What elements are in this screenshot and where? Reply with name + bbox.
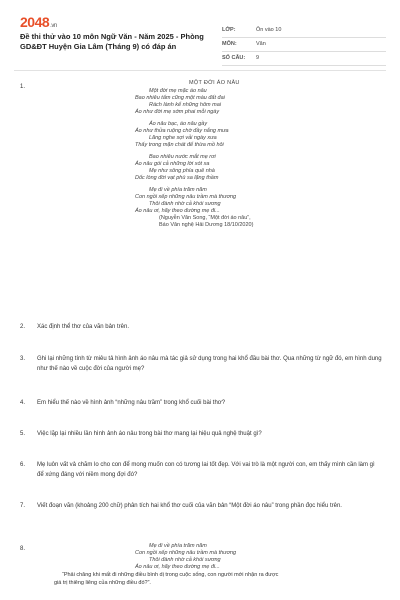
- poem-block: [135, 80, 253, 229]
- question-number: 7.: [20, 503, 26, 509]
- poem-source: (Nguyễn Văn Song, “Một đời áo nâu”,: [159, 215, 251, 221]
- poem-title: MỘT ĐỜI ÁO NÂU: [189, 80, 240, 86]
- quote-line: giá trị thiêng liêng của những điều đó?”.: [54, 580, 151, 586]
- poem-stanza: [135, 121, 253, 149]
- meta-key: LỚP:: [222, 23, 254, 37]
- meta-key: MÔN:: [222, 37, 254, 51]
- page-header: [0, 10, 400, 66]
- poem-stanza: [135, 154, 253, 182]
- poem-line: Mẹ như sông phía quê nhà: [149, 168, 215, 174]
- meta-row: [222, 51, 386, 65]
- question-number: 6.: [20, 462, 26, 468]
- poem-line: Bao nhiêu nước mắt mẹ rơi: [149, 154, 216, 160]
- poem-line: Mẹ đi về phía trăm năm: [149, 187, 207, 193]
- poem-line: Dốc lòng đời vạt phù sa lặng thầm: [135, 175, 219, 181]
- poem-line: Áo nâu bạc, áo nâu gầy: [149, 121, 208, 127]
- quote-line: “Phải chăng khi mất đi những điều bình dị trong cuộc sống, con người mới nhận ra được: [62, 572, 279, 578]
- poem-line: Thấy trong mặn chát để thừa mồ hôi: [135, 142, 224, 148]
- meta-value: Văn: [254, 37, 386, 51]
- header-divider: [14, 70, 386, 71]
- question-number: 2.: [20, 324, 26, 330]
- exam-title: Đề thi thử vào 10 môn Ngữ Văn - Năm 2025 - Phòng GD&ĐT Huyện Gia Lâm (Tháng 9) có đáp án: [20, 32, 204, 51]
- poem-line: Con ngồi xếp những nâu trầm mà thương: [135, 194, 237, 200]
- poem-line: Rách lành kể những hôm mai: [149, 102, 221, 108]
- question-number: 4.: [20, 400, 26, 406]
- poem-line: Áo nâu ơi, hãy theo đường mẹ đi...: [135, 208, 220, 214]
- meta-key: SỐ CÂU:: [222, 51, 254, 65]
- meta-row: [222, 23, 386, 37]
- poem-line: Áo như đời mẹ sớm phai mỗi ngày: [135, 109, 220, 115]
- poem-line: Thôi đành nhờ cả khói sương: [149, 201, 221, 207]
- question-text: Em hiểu thế nào về hình ảnh “những nâu trầm” trong khổ cuối bài thơ?: [37, 400, 226, 406]
- question-text: Ghi lại những tính từ miêu tả hình ảnh áo nâu mà tác giả sử dụng trong hai khổ đầu bài thơ. Qua những từ ngữ đó, em hình dung như thế nào về cuộc đời của người mẹ?: [37, 356, 382, 372]
- poem-stanza: [135, 187, 253, 215]
- question-text: Việc lặp lại nhiều lần hình ảnh áo nâu trong bài thơ mang lại hiệu quả nghệ thuật gì?: [37, 431, 262, 437]
- question-text: Mẹ luôn vất vả chăm lo cho con để mong muốn con có tương lai tốt đẹp. Với vai trò là một người con, em thấy mình cần làm gì để xứng đáng với niềm mong đợi đó?: [37, 462, 375, 478]
- question-number: 3.: [20, 356, 26, 362]
- meta-value: Ôn vào 10: [254, 23, 386, 37]
- poem-line: Một đời mẹ mặc áo nâu: [149, 88, 207, 94]
- question-number: 8.: [20, 546, 26, 552]
- question-text: Viết đoạn văn (khoảng 200 chữ) phân tích hai khổ thơ cuối của văn bản “Một đời áo nâu” trong phần đọc hiểu trên.: [37, 503, 342, 509]
- question-8-poem: [135, 543, 236, 571]
- poem-stanza: [135, 88, 253, 116]
- question-number: 5.: [20, 431, 26, 437]
- poem-line: Lăng nghe sợi vải ngày xưa: [149, 135, 217, 141]
- poem-line: Áo như thửa ruộng chờ đầy nắng mưa: [135, 128, 229, 134]
- poem-source: Báo Văn nghệ Hải Dương 18/10/2020): [159, 222, 254, 228]
- poem-line: Bao nhiêu tấm cũng một màu đất đai: [135, 95, 225, 101]
- poem-line: Thôi đành nhờ cả khói sương: [149, 557, 221, 563]
- site-logo[interactable]: 2048.vn: [20, 14, 57, 30]
- exam-meta-table: [222, 23, 386, 66]
- poem-line: Mẹ đi về phía trăm năm: [149, 543, 207, 549]
- poem-line: Con ngồi xếp những nâu trầm mà thương: [135, 550, 237, 556]
- question-8-quote: [54, 571, 278, 587]
- question-text: Xác định thể thơ của văn bản trên.: [37, 324, 129, 330]
- meta-row: [222, 37, 386, 51]
- meta-value: 9: [254, 51, 386, 65]
- poem-line: Áo nâu ơi, hãy theo đường mẹ đi...: [135, 564, 220, 570]
- question-number: 1.: [20, 84, 26, 90]
- poem-line: Áo nâu gói cả những lời xót xa: [135, 161, 210, 167]
